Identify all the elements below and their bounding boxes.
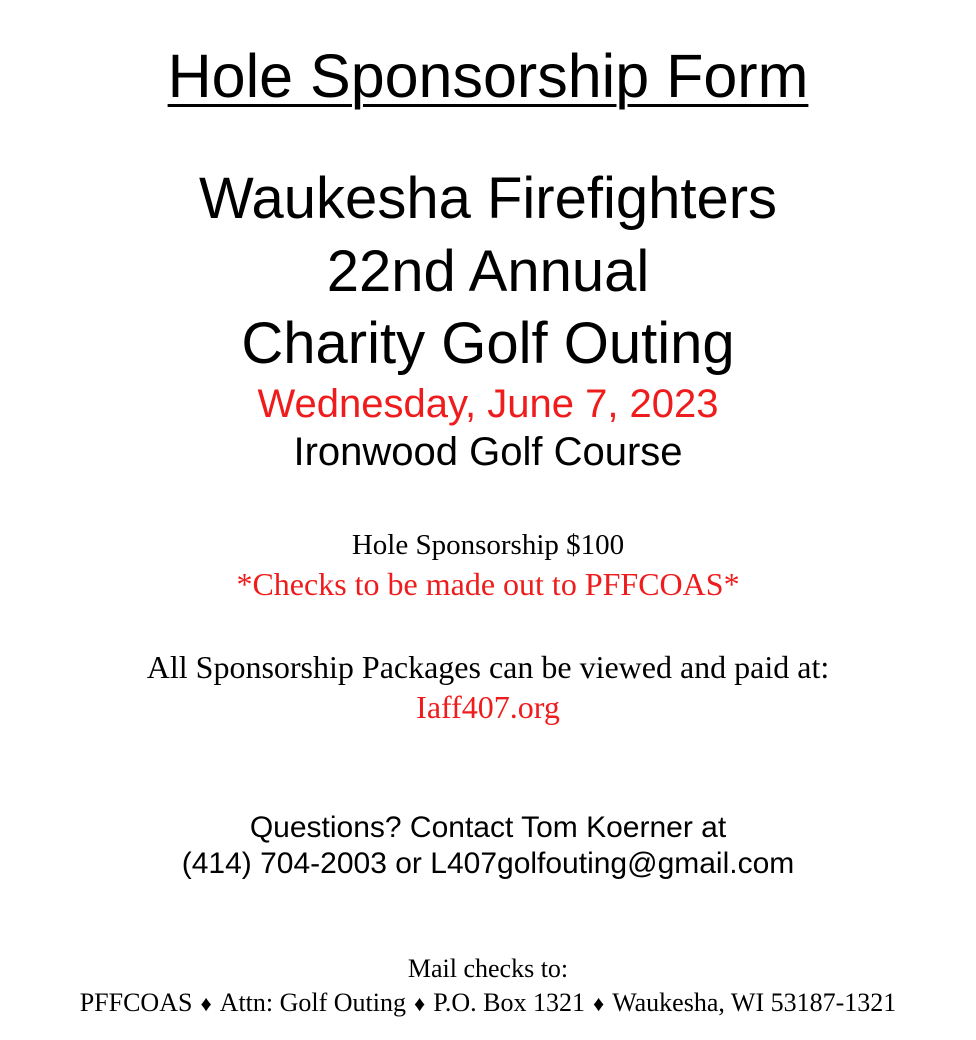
contact-phone[interactable]: (414) 704-2003 bbox=[181, 847, 387, 880]
mail-checks-label: Mail checks to: bbox=[407, 954, 569, 983]
event-venue: Ironwood Golf Course bbox=[293, 430, 683, 474]
questions-contact-line: Questions? Contact Tom Koerner at bbox=[249, 811, 727, 844]
diamond-separator-icon: ♦ bbox=[414, 991, 426, 1016]
checks-payable-note: *Checks to be made out to PFFCOAS* bbox=[236, 566, 740, 602]
website-link[interactable]: Iaff407.org bbox=[416, 689, 560, 725]
contact-details bbox=[0, 846, 976, 882]
event-title-line-3: Charity Golf Outing bbox=[241, 311, 735, 376]
sponsorship-price: Hole Sponsorship $100 bbox=[351, 529, 625, 561]
contact-email[interactable]: L407golfouting@gmail.com bbox=[430, 847, 795, 880]
event-date: Wednesday, June 7, 2023 bbox=[257, 382, 719, 426]
mail-city-state-zip: Waukesha, WI 53187-1321 bbox=[612, 988, 897, 1017]
diamond-separator-icon: ♦ bbox=[592, 991, 605, 1016]
mail-po-box: P.O. Box 1321 bbox=[433, 988, 585, 1017]
packages-info-text: All Sponsorship Packages can be viewed and paid at: bbox=[146, 649, 830, 685]
mail-payee: PFFCOAS bbox=[79, 988, 193, 1017]
contact-connector: or bbox=[395, 847, 422, 880]
event-title-line-2: 22nd Annual bbox=[326, 239, 650, 304]
form-title: Hole Sponsorship Form bbox=[167, 42, 809, 110]
mail-attention: Attn: Golf Outing bbox=[219, 988, 407, 1017]
diamond-separator-icon: ♦ bbox=[200, 991, 212, 1016]
event-title-line-1: Waukesha Firefighters bbox=[198, 166, 778, 231]
mail-address bbox=[0, 986, 976, 1021]
